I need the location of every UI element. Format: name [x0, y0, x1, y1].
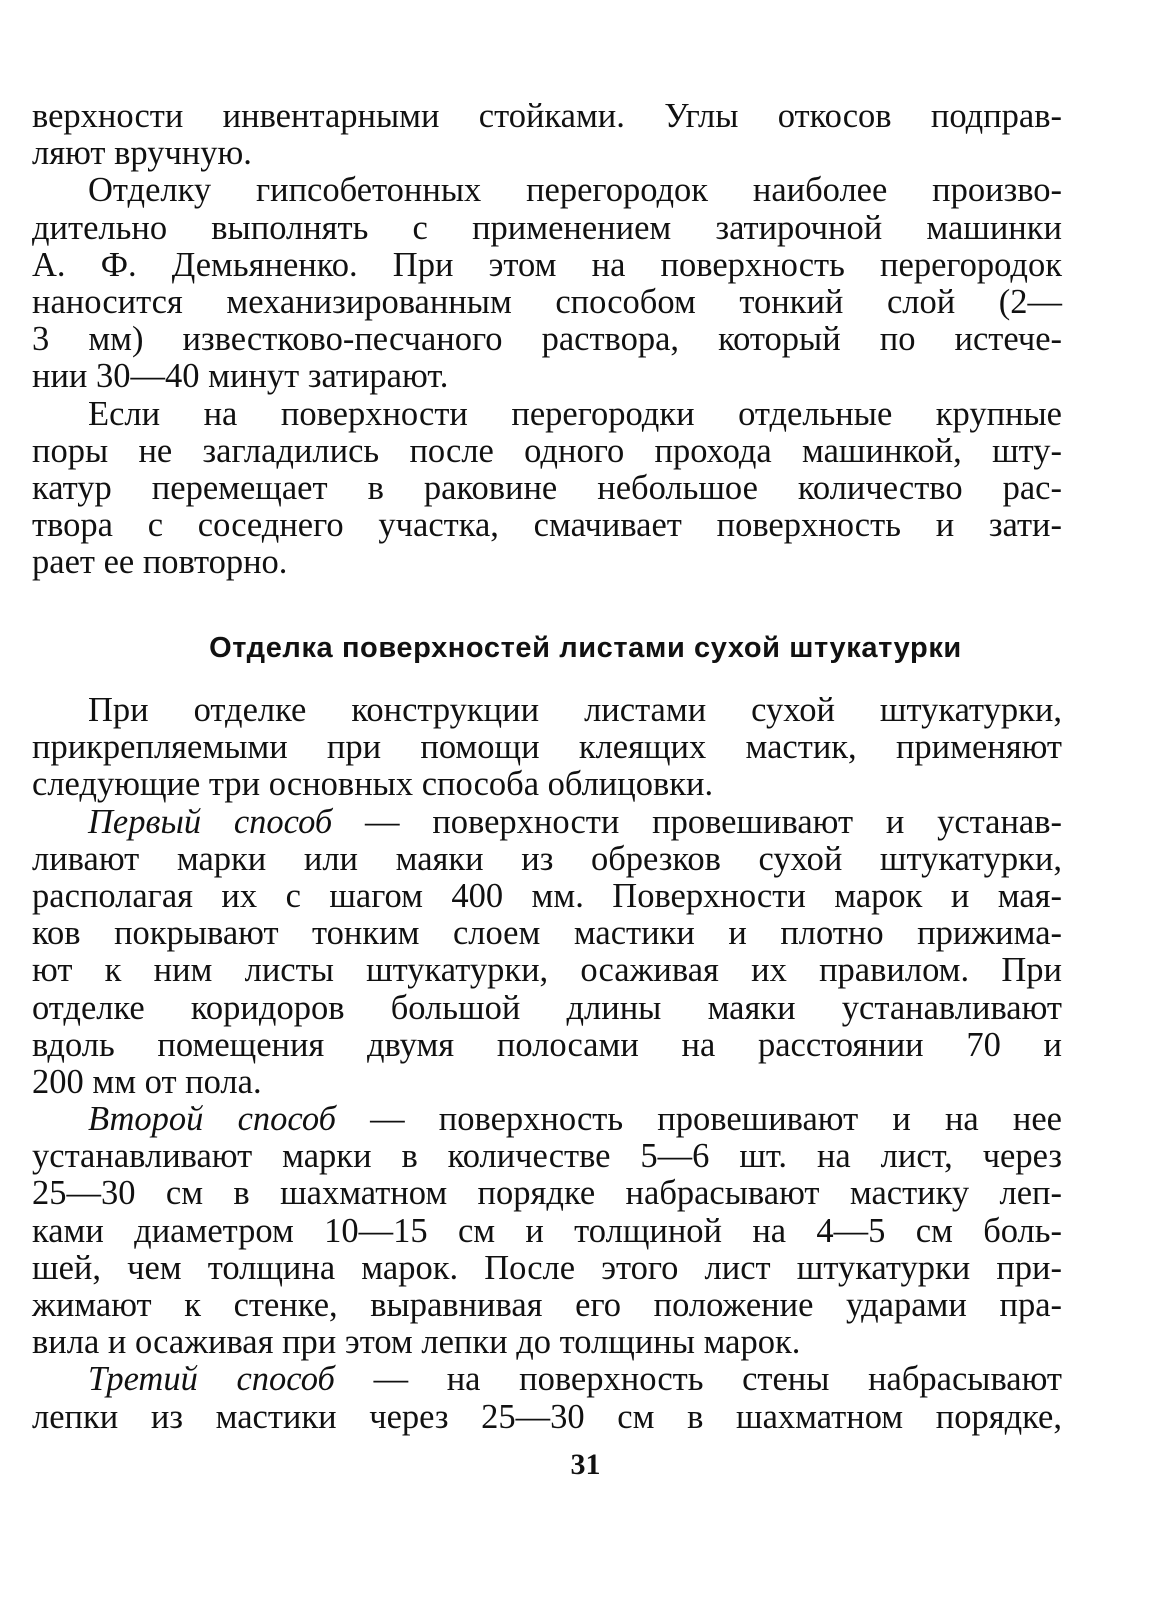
text-line: дительно выполнять с применением затирочной машинки: [32, 208, 1062, 247]
text-line: следующие три основных способа облицовки.: [32, 765, 714, 804]
text-line: твора с соседнего участка, смачивает поверхность и зати-: [32, 506, 1062, 545]
text-line: наносится механизированным способом тонкий слой (2—: [32, 282, 1062, 321]
paragraph-pores: [32, 396, 1062, 582]
text-line: вила и осаживая при этом лепки до толщины марок.: [32, 1323, 801, 1362]
text-line: нии 30—40 минут затирают.: [32, 357, 449, 396]
text-line: ют к ним листы штукатурки, осаживая их правилом. При: [32, 951, 1062, 990]
paragraph-method-one: [32, 804, 1062, 1102]
text-line: А. Ф. Демьяненко. При этом на поверхность перегородок: [32, 245, 1062, 284]
text-line: [32, 804, 1062, 841]
text-line: [32, 1101, 1062, 1138]
text-line: вдоль помещения двумя полосами на расстоянии 70 и: [32, 1025, 1062, 1064]
paragraph-intro: [32, 98, 1062, 172]
text-line: устанавливают марки в количестве 5—6 шт. на лист, через: [32, 1137, 1062, 1176]
text-line: 3 мм) известково-песчаного раствора, который по истече-: [32, 320, 1062, 359]
text-line: ливают марки или маяки из обрезков сухой штукатурки,: [32, 839, 1062, 878]
method-term: Второй способ: [88, 1100, 336, 1139]
paragraph-plaster-machine: [32, 172, 1062, 395]
method-term: Третий способ: [88, 1360, 335, 1399]
text-run: — поверхности провешивают и устанав-: [332, 802, 1062, 841]
text-line: рает ее повторно.: [32, 543, 288, 582]
text-line: 25—30 см в шахматном порядке набрасывают мастику леп-: [32, 1174, 1062, 1213]
method-term: Первый способ: [88, 802, 333, 841]
text-run: — поверхность провешивают и на нее: [335, 1100, 1062, 1139]
text-line: 200 мм от пола.: [32, 1062, 262, 1101]
page-body: [32, 98, 1062, 581]
text-line: верхности инвентарными стойками. Углы откосов подправ-: [32, 97, 1062, 135]
text-line: прикрепляемыми при помощи клеящих мастик, применяют: [32, 728, 1062, 767]
page-number: 31: [570, 1448, 601, 1481]
text-run: — на поверхность стены набрасывают: [334, 1360, 1063, 1399]
text-line: располагая их с шагом 400 мм. Поверхности марок и мая-: [32, 876, 1062, 915]
section-heading: Отделка поверхностей листами сухой штукатурки: [209, 632, 962, 664]
text-line: поры не загладились после одного прохода машинкой, шту-: [32, 431, 1062, 470]
paragraph-method-three: [32, 1361, 1062, 1435]
text-line: [32, 1361, 1062, 1398]
text-line: При отделке конструкции листами сухой штукатурки,: [88, 691, 1062, 729]
text-line: отделке коридоров большой длины маяки устанавливают: [32, 988, 1062, 1027]
text-line: лепки из мастики через 25—30 см в шахматном порядке,: [32, 1397, 1062, 1436]
paragraph-method-two: [32, 1101, 1062, 1361]
text-line: ляют вручную.: [32, 134, 252, 173]
text-line: ками диаметром 10—15 см и толщиной на 4—5 см боль-: [32, 1211, 1062, 1250]
page-body-section: [32, 692, 1062, 1436]
paragraph-methods-intro: [32, 692, 1062, 804]
text-line: катур перемещает в раковине небольшое количество рас-: [32, 468, 1062, 507]
text-line: Отделку гипсобетонных перегородок наиболее произво-: [88, 171, 1062, 210]
text-line: ков покрывают тонким слоем мастики и плотно прижима-: [32, 914, 1062, 953]
text-line: шей, чем толщина марок. После этого лист штукатурки при-: [32, 1248, 1062, 1287]
text-line: жимают к стенке, выравнивая его положение ударами пра-: [32, 1286, 1062, 1324]
text-line: Если на поверхности перегородки отдельные крупные: [88, 394, 1062, 433]
